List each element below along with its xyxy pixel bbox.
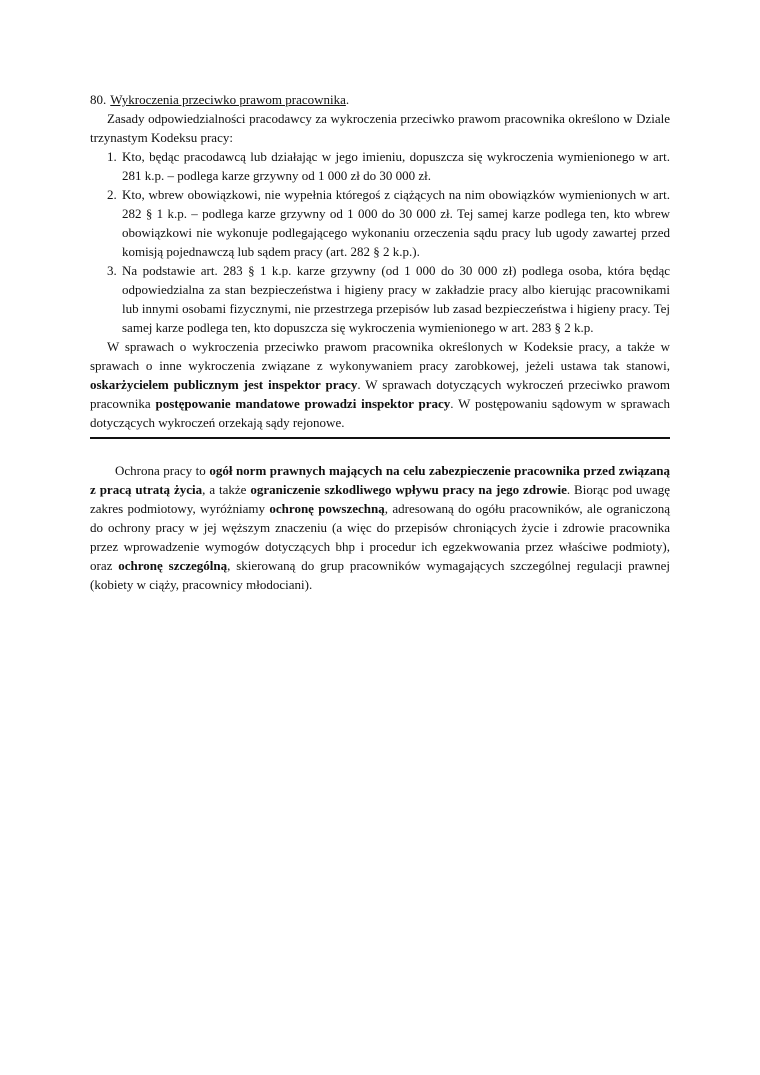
definition-text-5: , skierowaną do grup pracowników wymagających szczególnej regulacji prawnej (kobiety w ciąży, pracownicy młodociani). bbox=[90, 558, 670, 592]
intro-paragraph: Zasady odpowiedzialności pracodawcy za wykroczenia przeciwko prawom pracownika określono w Dziale trzynastym Kodeksu pracy: bbox=[90, 111, 670, 145]
spacer bbox=[90, 439, 670, 461]
definition-bold-1: ogół norm prawnych mających na celu zabezpieczenie pracownika przed związaną z pracą utratą życia bbox=[90, 463, 670, 497]
list-marker: 3. bbox=[107, 263, 117, 278]
definition-paragraph bbox=[90, 461, 670, 594]
definition-text-2: , a także bbox=[202, 482, 251, 497]
section-title: Wykroczenia przeciwko prawom pracownika bbox=[110, 92, 346, 107]
closing-paragraph bbox=[90, 337, 670, 432]
list-item-text: Kto, wbrew obowiązkowi, nie wypełnia któregoś z ciążących na nim obowiązków wymienionych w art. 282 § 1 k.p. – podlega karze grzywny od 1 000 do 30 000 zł. Tej samej karze podlega ten, kto wbrew obowiązkowi nie wykonuje podlegającego wykonaniu orzeczenia sądu pracy lub ugody zawartej przed komisją pojednawczą lub sądem pracy (art. 282 § 2 k.p.). bbox=[122, 187, 670, 259]
definition-text-4: , adresowaną do ogółu pracowników, ale ograniczoną do ochrony pracy w jej węższym znaczeniu (a więc do przepisów chroniących życie i zdrowie pracownika przez wprowadzenie wymogów dotyczących bhp i procedur ich egzekwowania przez właściwe podmioty), oraz bbox=[90, 501, 671, 573]
closing-text-2: . W sprawach dotyczących wykroczeń przeciwko prawom pracownika bbox=[90, 377, 670, 411]
definition-text-1: Ochrona pracy to bbox=[115, 463, 210, 478]
closing-text-1: W sprawach o wykroczenia przeciwko prawom pracownika określonych w Kodeksie pracy, a także w sprawach o inne wykroczenia związane z wykonywaniem pracy zarobkowej, jeżeli ustawa tak stanowi, bbox=[90, 339, 670, 373]
list-item-text: Na podstawie art. 283 § 1 k.p. karze grzywny (od 1 000 do 30 000 zł) podlega osoba, która będąc odpowiedzialna za stan bezpieczeństwa i higieny pracy w zakładzie pracy albo kierując pracownikami lub innymi osobami fizycznymi, nie przestrzega przepisów lub zasad bezpieczeństwa i higieny pracy. Tej samej karze podlega ten, kto dopuszcza się wykroczenia wymienionego w art. 283 § 2 k.p. bbox=[122, 263, 670, 335]
closing-bold-2: postępowanie mandatowe prowadzi inspektor pracy bbox=[155, 396, 451, 411]
section-title-suffix: . bbox=[345, 92, 350, 107]
list-item bbox=[90, 261, 670, 337]
definition-bold-4: ochronę szczególną bbox=[118, 558, 228, 573]
definition-text-3: . Biorąc pod uwagę zakres podmiotowy, wyróżniamy bbox=[90, 482, 670, 516]
list-marker: 1. bbox=[107, 149, 117, 164]
list-item bbox=[90, 147, 670, 185]
list-item-text: Kto, będąc pracodawcą lub działając w jego imieniu, dopuszcza się wykroczenia wymienionego w art. 281 k.p. – podlega karze grzywny od 1 000 zł do 30 000 zł. bbox=[122, 149, 670, 183]
closing-bold-1: oskarżycielem publicznym jest inspektor pracy bbox=[90, 377, 358, 392]
definition-bold-2: ograniczenie szkodliwego wpływu pracy na jego zdrowie bbox=[250, 482, 567, 497]
offense-list bbox=[90, 147, 670, 337]
list-item bbox=[90, 185, 670, 261]
closing-text-3: . W postępowaniu sądowym w sprawach dotyczących wykroczeń orzekają sądy rejonowe. bbox=[90, 396, 670, 430]
document-content bbox=[90, 90, 670, 594]
list-marker: 2. bbox=[107, 187, 117, 202]
section-number: 80. bbox=[90, 92, 107, 107]
section-heading bbox=[90, 90, 670, 109]
definition-bold-3: ochronę powszechną bbox=[269, 501, 385, 516]
